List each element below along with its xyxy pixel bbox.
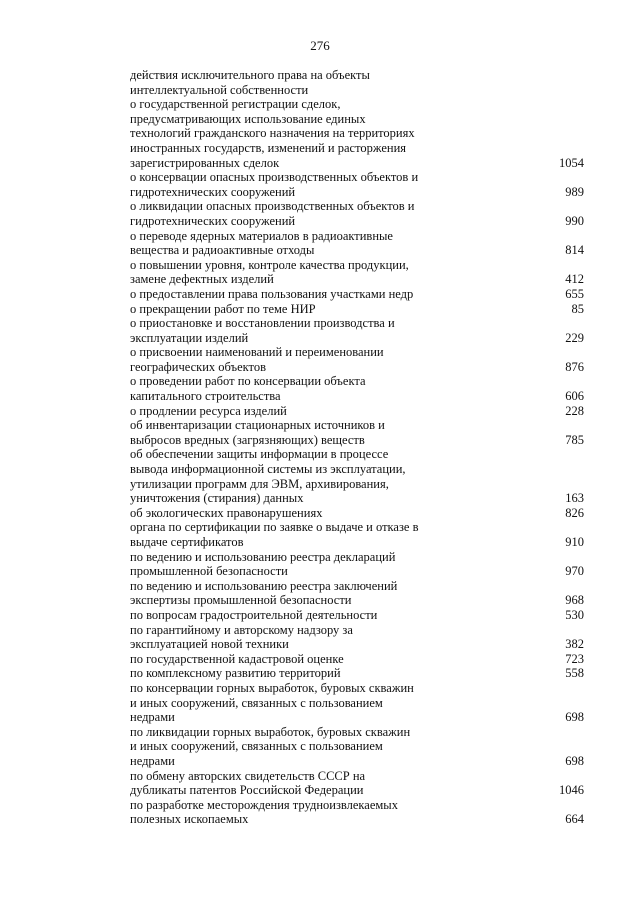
index-entry [130,404,584,419]
entry-text-line: интеллектуальной собственности [130,82,309,97]
entry-text-line: об экологических правонарушениях [130,505,323,520]
index-entry [130,506,584,521]
entry-text-line: утилизации программ для ЭВМ, архивирования, [130,476,389,491]
entry-page-number: 968 [565,593,584,608]
index-entry [130,608,584,623]
index-entry [130,97,584,170]
entry-text-line: по ведению и использованию реестра заключений [130,578,398,593]
index-entry [130,666,584,681]
entry-page-number: 1046 [559,783,584,798]
entry-text-line: о приостановке и восстановлении производства и [130,316,395,331]
index-entry [130,316,584,345]
index-entry [130,520,584,549]
entry-page-number: 698 [565,710,584,725]
index-entry [130,681,584,725]
entry-text-line: по вопросам градостроительной деятельности [130,607,378,622]
index-entry [130,170,584,199]
entry-text-line: вещества и радиоактивные отходы [130,243,315,258]
entry-text-line: о продлении ресурса изделий [130,403,287,418]
entry-text-line: о государственной регистрации сделок, [130,97,341,112]
entry-text-line: недрами [130,710,175,725]
index-entry [130,725,584,769]
entry-page-number: 163 [565,491,584,506]
entry-text-line: по ликвидации горных выработок, буровых скважин [130,724,411,739]
entry-text-line: зарегистрированных сделок [130,155,280,170]
entry-text-line: гидротехнических сооружений [130,213,296,228]
entry-text-line: по обмену авторских свидетельств СССР на [130,768,366,783]
entry-text-line: эксплуатации изделий [130,330,249,345]
entry-text-line: о прекращении работ по теме НИР [130,301,316,316]
index-entry [130,345,584,374]
index-entry [130,199,584,228]
index-entry [130,623,584,652]
entry-text-line: по разработке месторождения трудноизвлекаемых [130,797,398,812]
entry-text-line: и иных сооружений, связанных с пользованием [130,695,383,710]
index-entry [130,287,584,302]
entry-page-number: 785 [565,432,584,447]
entry-page-number: 382 [565,637,584,652]
entry-text-line: о ликвидации опасных производственных объектов и [130,199,415,214]
entry-text-line: технологий гражданского назначения на территориях [130,126,415,141]
entry-text-line: вывода информационной системы из эксплуатации, [130,462,406,477]
entry-text-line: выдаче сертификатов [130,535,244,549]
entry-text-line: о предоставлении права пользования участками недр [130,286,414,301]
index-entry [130,229,584,258]
entry-page-number: 85 [571,301,584,316]
entry-text-line: географических объектов [130,359,266,374]
index-entry [130,652,584,667]
index-entry [130,769,584,798]
index-entry [130,579,584,608]
entry-text-line: по гарантийному и авторскому надзору за [130,622,353,637]
entry-text-line: замене дефектных изделий [130,272,274,287]
entry-page-number: 990 [565,213,584,228]
entry-text-line: экспертизы промышленной безопасности [130,593,352,608]
entry-text-line: предусматривающих использование единых [130,111,366,126]
entry-text-line: иностранных государств, изменений и расторжения [130,140,407,155]
entry-text-line: по ведению и использованию реестра деклараций [130,549,396,564]
index-entry [130,302,584,317]
index-entry [130,258,584,287]
entry-text-line: о повышении уровня, контроле качества продукции, [130,257,409,272]
entry-page-number: 910 [565,535,584,549]
entry-text-line: об обеспечении защиты информации в процессе [130,447,389,462]
entry-text-line: капитального строительства [130,389,281,404]
entry-text-line: уничтожения (стирания) данных [130,491,304,506]
entry-text-line: полезных ископаемых [130,812,249,827]
index-entry [130,374,584,403]
entry-text-line: действия исключительного права на объекты [130,68,370,82]
entry-text-line: о переводе ядерных материалов в радиоактивные [130,228,393,243]
entry-page-number: 412 [565,272,584,287]
index-entry-list [130,68,584,827]
entry-text-line: и иных сооружений, связанных с пользованием [130,739,383,754]
entry-page-number: 228 [565,403,584,418]
entry-page-number: 876 [565,359,584,374]
entry-page-number: 814 [565,243,584,258]
entry-page-number: 723 [565,651,584,666]
entry-text-line: об инвентаризации стационарных источников и [130,418,385,433]
index-entry [130,550,584,579]
entry-text-line: о присвоении наименований и переименовании [130,345,384,360]
index-entry [130,447,584,505]
entry-text-line: недрами [130,753,175,768]
entry-page-number: 826 [565,505,584,520]
entry-text-line: по комплексному развитию территорий [130,666,341,681]
entry-page-number: 989 [565,184,584,199]
entry-page-number: 970 [565,564,584,579]
entry-text-line: эксплуатацией новой техники [130,637,289,652]
entry-text-line: гидротехнических сооружений [130,184,296,199]
entry-page-number: 229 [565,330,584,345]
entry-text-line: о консервации опасных производственных объектов и [130,170,419,185]
entry-text-line: по консервации горных выработок, буровых скважин [130,680,414,695]
entry-page-number: 1054 [559,155,584,170]
entry-text-line: органа по сертификации по заявке о выдаче и отказе в [130,520,419,535]
entry-text-line: промышленной безопасности [130,564,288,579]
entry-page-number: 558 [565,666,584,681]
index-entry [130,68,584,97]
entry-text-line: о проведении работ по консервации объекта [130,374,366,389]
page-number: 276 [310,38,330,53]
entry-text-line: по государственной кадастровой оценке [130,651,344,666]
entry-text-line: выбросов вредных (загрязняющих) веществ [130,432,365,447]
entry-text-line: дубликаты патентов Российской Федерации [130,783,364,798]
index-entry [130,798,584,827]
entry-page-number: 698 [565,753,584,768]
index-entry [130,418,584,447]
entry-page-number: 530 [565,607,584,622]
entry-page-number: 606 [565,389,584,404]
entry-page-number: 664 [565,812,584,827]
entry-page-number: 655 [565,286,584,301]
